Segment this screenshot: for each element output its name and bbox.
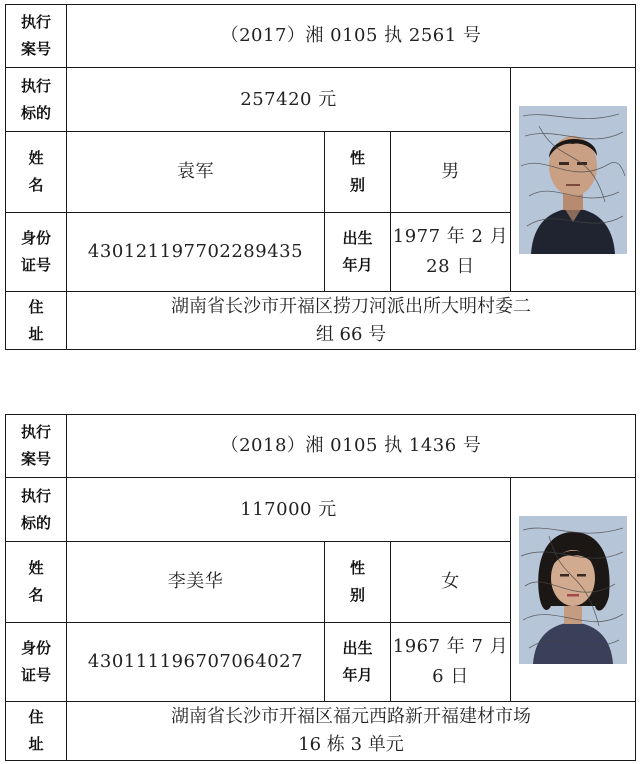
male-portrait-photo xyxy=(519,106,627,254)
birth-label: 出生 年月 xyxy=(325,623,391,702)
address-label: 住 址 xyxy=(6,292,67,350)
name-value: 李美华 xyxy=(67,542,325,623)
name-label: 姓 名 xyxy=(6,542,67,623)
record-card-1 xyxy=(5,4,636,350)
address-value: 湖南省长沙市开福区捞刀河派出所大明村委二 组 66 号 xyxy=(67,292,636,350)
amount-value: 257420 元 xyxy=(67,68,511,132)
case-no-label: 执行 案号 xyxy=(6,5,67,68)
gender-value: 女 xyxy=(391,542,511,623)
address-label: 住 址 xyxy=(6,702,67,761)
birth-label: 出生 年月 xyxy=(325,213,391,292)
address-value: 湖南省长沙市开福区福元西路新开福建材市场 16 栋 3 单元 xyxy=(67,702,636,761)
female-portrait-photo xyxy=(519,516,627,664)
amount-value: 117000 元 xyxy=(67,478,511,542)
id-no-value: 430121197702289435 xyxy=(67,213,325,292)
id-no-label: 身份 证号 xyxy=(6,623,67,702)
gender-label: 性 别 xyxy=(325,542,391,623)
amount-label: 执行 标的 xyxy=(6,68,67,132)
id-no-label: 身份 证号 xyxy=(6,213,67,292)
amount-label: 执行 标的 xyxy=(6,478,67,542)
case-no-label: 执行 案号 xyxy=(6,415,67,478)
name-value: 袁军 xyxy=(67,132,325,213)
birth-value: 1967 年 7 月 6 日 xyxy=(391,623,511,702)
photo-cell xyxy=(511,478,636,702)
gender-label: 性 别 xyxy=(325,132,391,213)
case-no-value: （2017）湘 0105 执 2561 号 xyxy=(67,5,636,68)
photo-cell xyxy=(511,68,636,292)
gender-value: 男 xyxy=(391,132,511,213)
id-no-value: 430111196707064027 xyxy=(67,623,325,702)
name-label: 姓 名 xyxy=(6,132,67,213)
birth-value: 1977 年 2 月 28 日 xyxy=(391,213,511,292)
record-card-2 xyxy=(5,414,636,761)
case-no-value: （2018）湘 0105 执 1436 号 xyxy=(67,415,636,478)
